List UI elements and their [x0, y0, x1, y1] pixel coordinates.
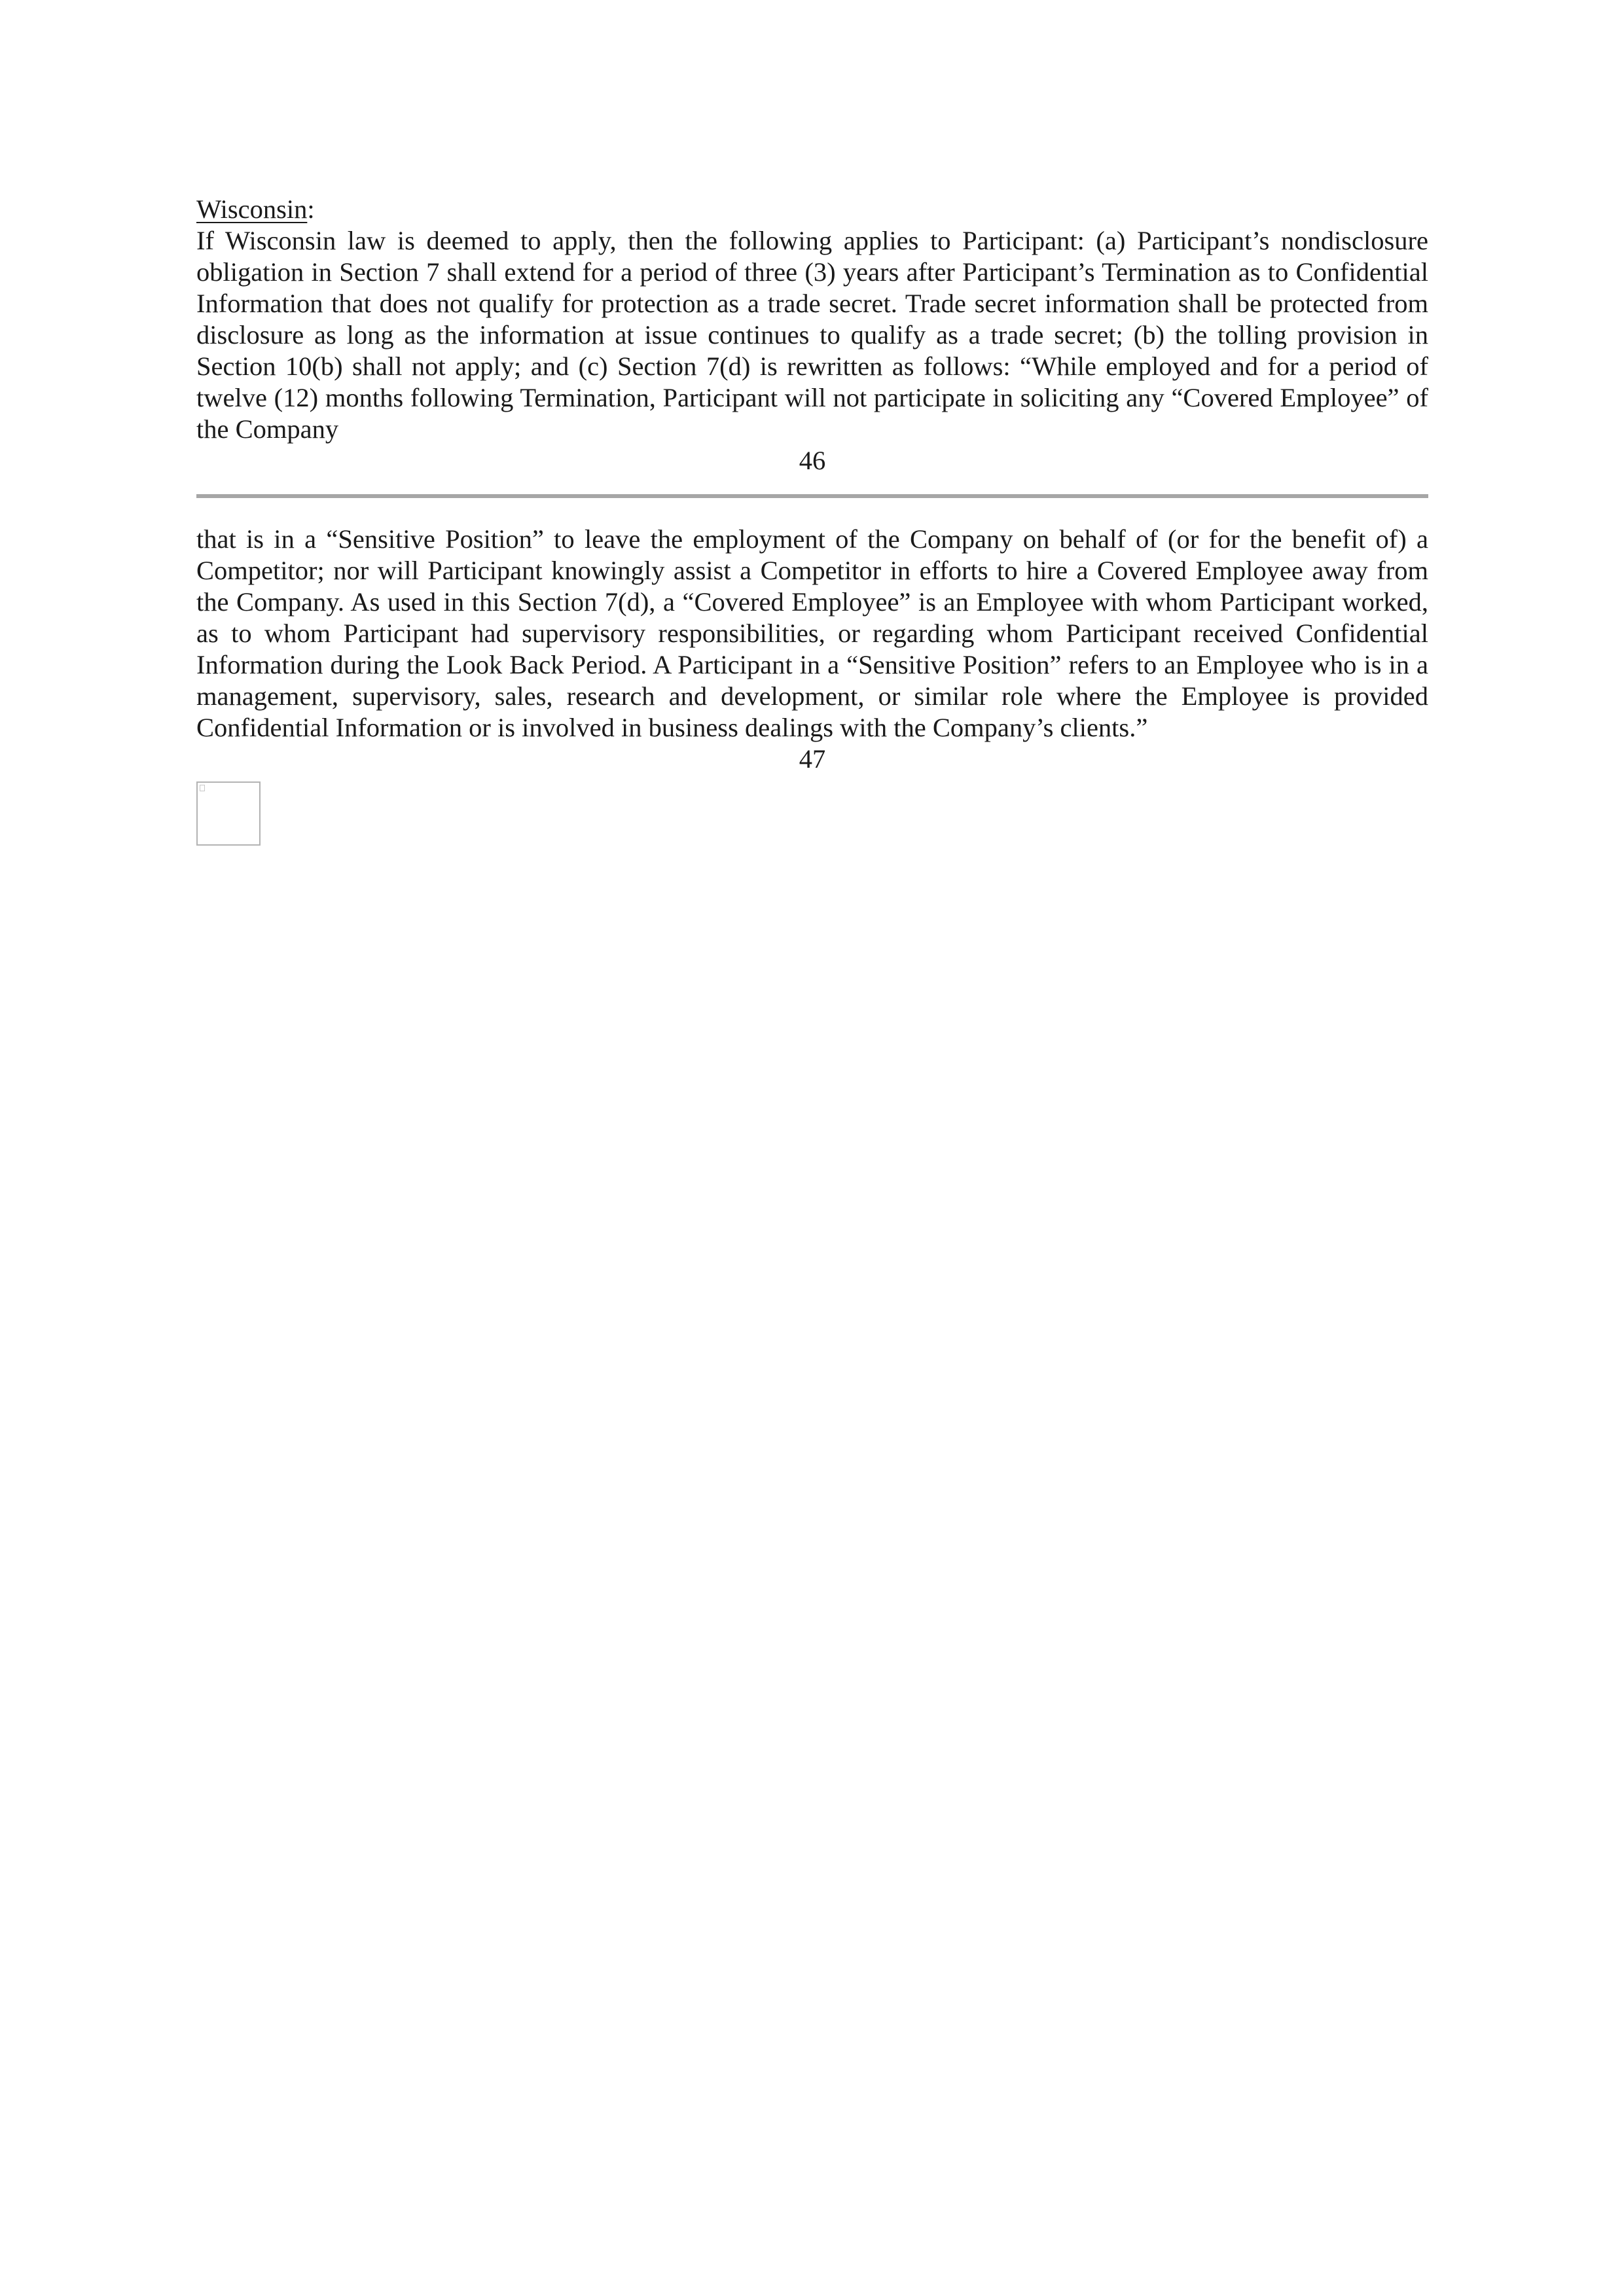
paragraph-covered-employee-definition: that is in a “Sensitive Position” to leave the employment of the Company on behalf of (or for the benefit of) a Competitor; nor will Participant knowingly assist a Competitor in efforts to hire a Covered Employee away from the Company. As used in this Section 7(d), a “Covered Employee” is an Employee with whom Participant worked, as to whom Participant had supervisory responsibilities, or regarding whom Participant received Confidential Information during the Look Back Period. A Participant in a “Sensitive Position” refers to an Employee who is in a management, supervisory, sales, research and development, or similar role where the Employee is provided Confidential Information or is involved in business dealings with the Company’s clients.” [196, 524, 1428, 742]
broken-image-icon [196, 781, 261, 846]
page-number-46: 46 [799, 446, 826, 475]
section-heading [196, 194, 1428, 225]
document-body [196, 194, 1428, 846]
page-number-47: 47 [799, 744, 826, 774]
page-break-divider [196, 494, 1428, 498]
image-glyph-icon [200, 785, 205, 791]
page-47-section [196, 524, 1428, 775]
paragraph-wisconsin-terms: If Wisconsin law is deemed to apply, then the following applies to Participant: (a) Participant’s nondisclosure obligation in Section 7 shall extend for a period of three (3) years after Participant’s Termination as to Confidential Information that does not qualify for protection as a trade secret. Trade secret information shall be protected from disclosure as long as the information at issue continues to qualify as a trade secret; (b) the tolling provision in Section 10(b) shall not apply; and (c) Section 7(d) is rewritten as follows: “While employed and for a period of twelve (12) months following Termination, Participant will not participate in soliciting any “Covered Employee” of the Company [196, 226, 1428, 444]
page-46-section [196, 194, 1428, 476]
heading-wisconsin: Wisconsin [196, 194, 308, 224]
heading-colon: : [307, 194, 315, 224]
